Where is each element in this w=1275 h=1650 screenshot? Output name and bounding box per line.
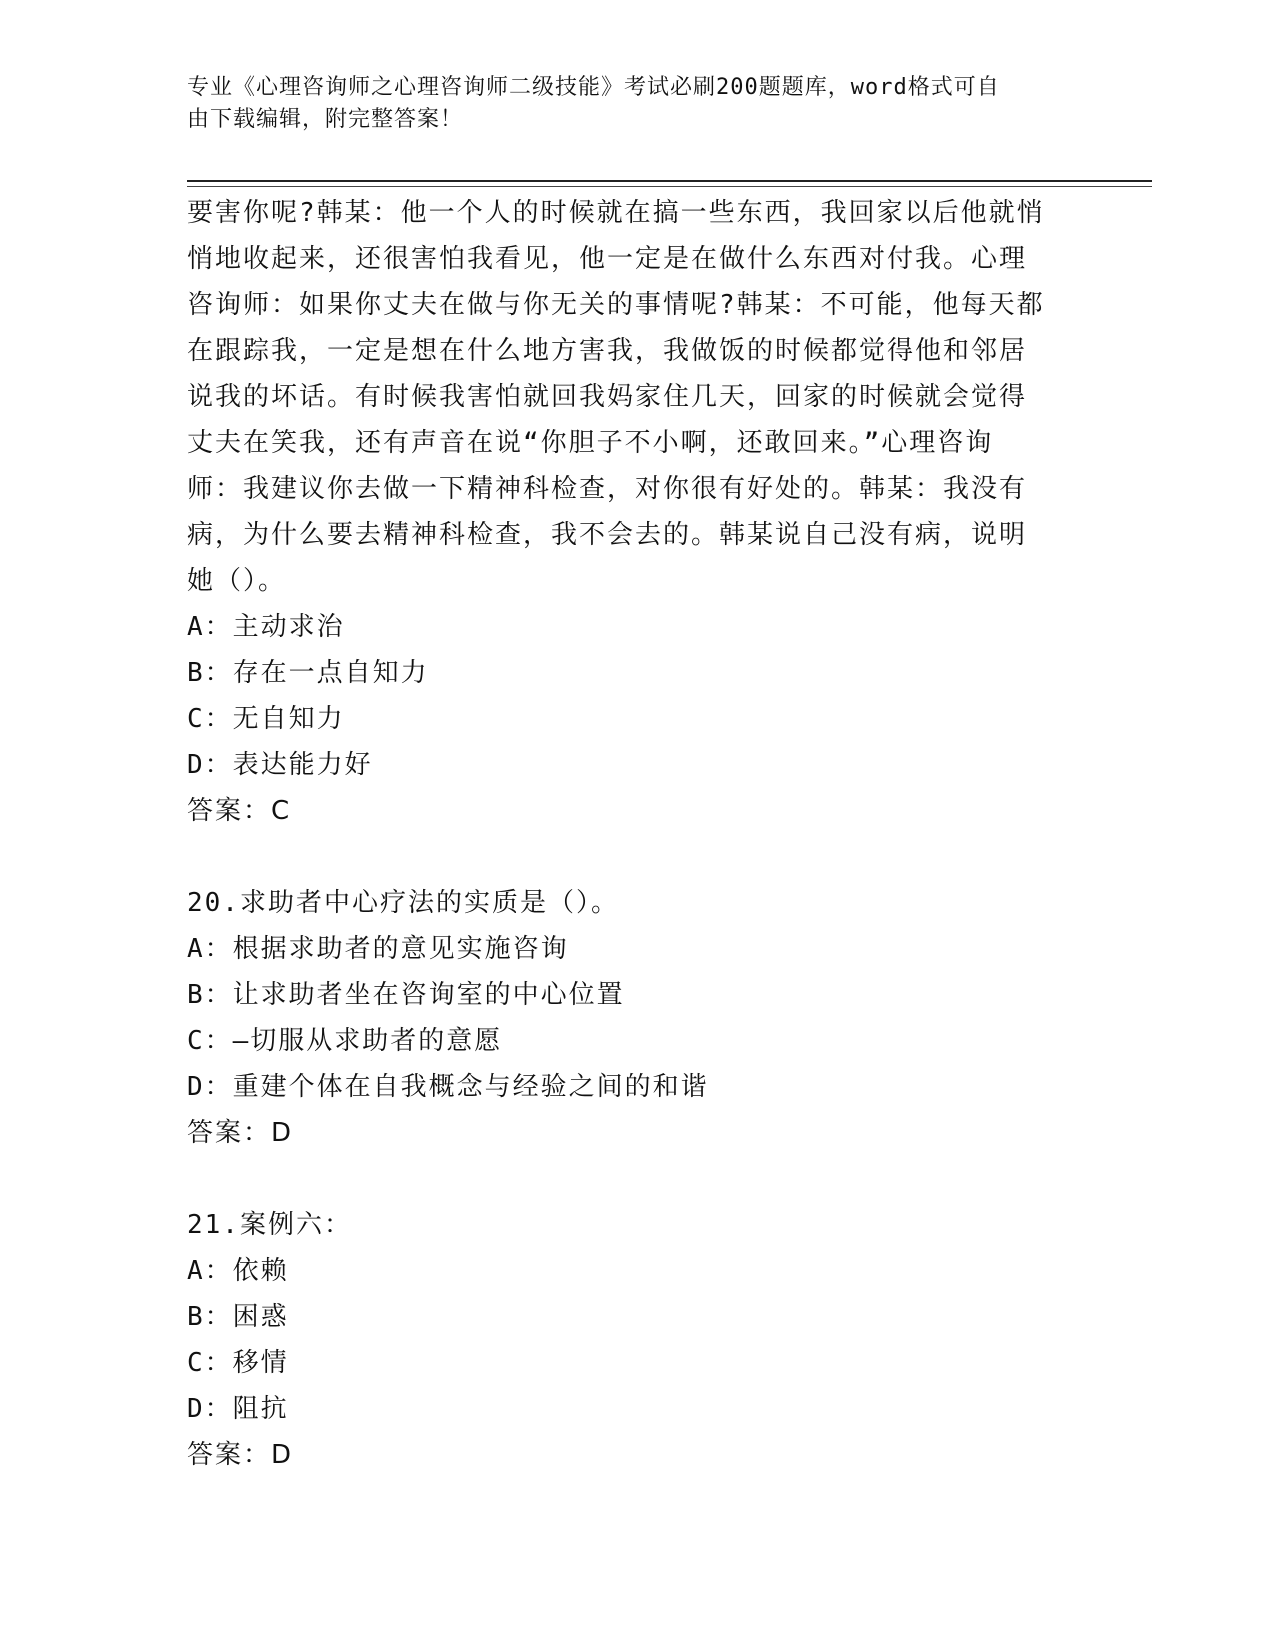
answer-line: 答案：C <box>187 796 292 826</box>
spacer <box>187 1156 1087 1202</box>
option-a: A：主动求治 <box>187 612 345 642</box>
header-rule-thin <box>187 186 1152 187</box>
question-title: 20.求助者中心疗法的实质是（）。 <box>187 888 619 918</box>
option-d: D：重建个体在自我概念与经验之间的和谐 <box>187 1072 709 1102</box>
option-a: A：根据求助者的意见实施咨询 <box>187 934 569 964</box>
header-rule-thick <box>187 180 1152 182</box>
option-a: A：依赖 <box>187 1256 289 1286</box>
question-stem-line: 悄地收起来，还很害怕我看见，他一定是在做什么东西对付我。心理 <box>187 244 1028 274</box>
option-b: B：困惑 <box>187 1302 289 1332</box>
question-20 <box>187 880 1087 1156</box>
header-title-line-1: 专业《心理咨询师之心理咨询师二级技能》考试必刷200题题库，word格式可自 <box>187 75 1000 100</box>
option-d: D：表达能力好 <box>187 750 373 780</box>
question-stem-line: 丈夫在笑我，还有声音在说“你胆子不小啊，还敢回来。”心理咨询 <box>187 428 994 458</box>
question-19 <box>187 190 1087 834</box>
question-stem-line: 咨询师：如果你丈夫在做与你无关的事情呢?韩某：不可能，他每天都 <box>187 290 1045 320</box>
question-title: 21.案例六： <box>187 1210 352 1240</box>
question-stem-line: 在跟踪我，一定是想在什么地方害我，我做饭的时候都觉得他和邻居 <box>187 336 1028 366</box>
header-title-line-2: 由下载编辑，附完整答案！ <box>187 107 464 132</box>
document-header <box>187 72 1067 136</box>
answer-line: 答案：D <box>187 1440 294 1470</box>
option-b: B：存在一点自知力 <box>187 658 429 688</box>
question-stem-line: 病，为什么要去精神科检查，我不会去的。韩某说自己没有病，说明 <box>187 520 1028 550</box>
question-stem-line: 师：我建议你去做一下精神科检查，对你很有好处的。韩某：我没有 <box>187 474 1028 504</box>
option-c: C：无自知力 <box>187 704 345 734</box>
option-d: D：阻抗 <box>187 1394 289 1424</box>
question-stem-line: 她（）。 <box>187 566 287 596</box>
spacer <box>187 834 1087 880</box>
option-c: C：—切服从求助者的意愿 <box>187 1026 503 1056</box>
question-stem-line: 要害你呢?韩某：他一个人的时候就在搞一些东西，我回家以后他就悄 <box>187 198 1045 228</box>
option-b: B：让求助者坐在咨询室的中心位置 <box>187 980 625 1010</box>
question-21 <box>187 1202 1087 1478</box>
answer-line: 答案：D <box>187 1118 294 1148</box>
question-stem-line: 说我的坏话。有时候我害怕就回我妈家住几天，回家的时候就会觉得 <box>187 382 1028 412</box>
option-c: C：移情 <box>187 1348 289 1378</box>
document-body <box>187 190 1087 1478</box>
